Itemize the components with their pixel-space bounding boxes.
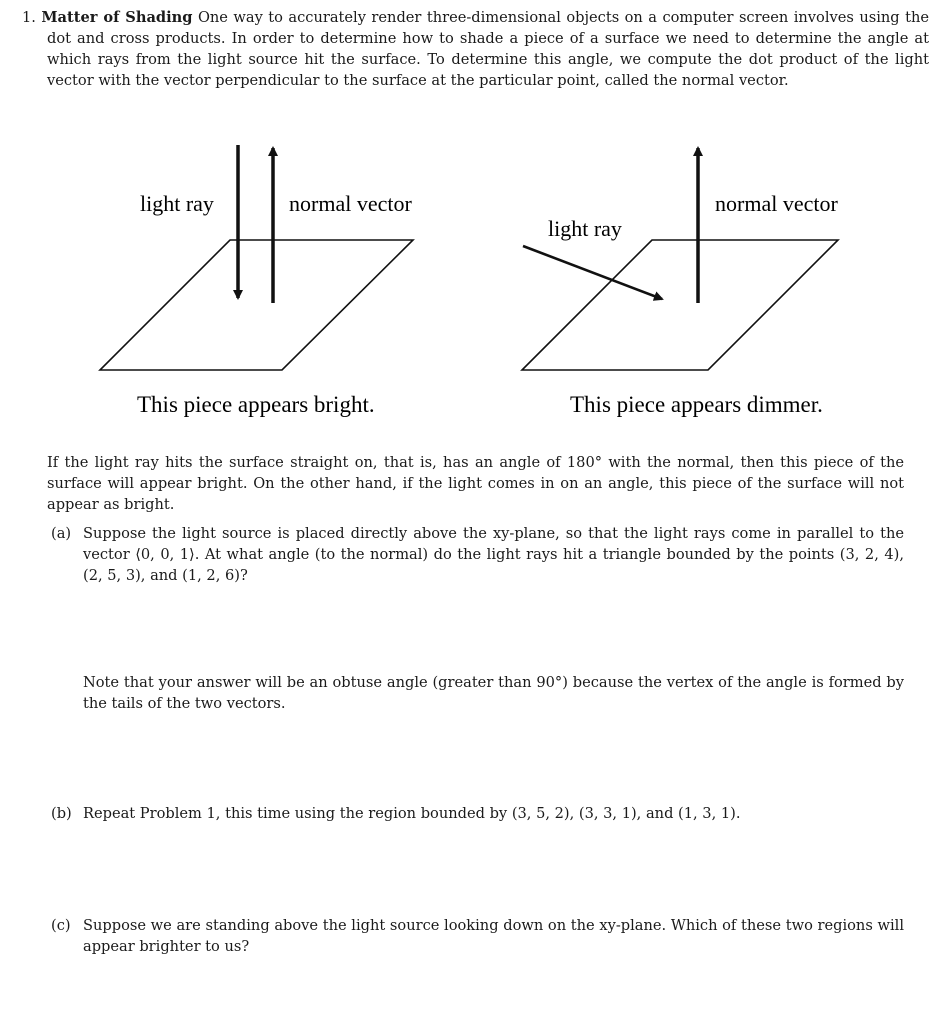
left-light-ray-label: light ray bbox=[140, 191, 214, 216]
problem-title: Matter of Shading bbox=[41, 9, 193, 26]
part-a-text: Suppose the light source is placed directly above the xy-plane, so that the light rays come in parallel to the vector ⟨0, 0, 1⟩. At what angle (to the normal) do the light rays hit a triangle bounded by the points (3, 2, 4), (2, 5, 3), and (1, 2, 6)? bbox=[83, 525, 904, 584]
problem-intro-text: One way to accurately render three-dimensional objects on a computer screen involves using the dot and cross products. In order to determine how to shade a piece of a surface we need to determine the angle at which rays from the light source hit the surface. To determine this angle, we compute the dot product of the light vector with the vector perpendicular to the surface at the particular point, called the normal vector. bbox=[47, 9, 929, 89]
part-b-text: Repeat Problem 1, this time using the region bounded by (3, 5, 2), (3, 3, 1), and (1, 3, 1). bbox=[83, 805, 741, 822]
part-c-label: (c) bbox=[51, 917, 71, 934]
left-surface bbox=[100, 240, 413, 370]
problem-number: 1. bbox=[22, 9, 36, 26]
left-diagram bbox=[100, 145, 413, 417]
part-a-label: (a) bbox=[51, 525, 72, 542]
part-b bbox=[51, 803, 904, 824]
part-a bbox=[51, 523, 904, 586]
right-normal-vector-label: normal vector bbox=[715, 191, 838, 216]
part-c-text: Suppose we are standing above the light source looking down on the xy-plane. Which of these two regions will appear brighter to us? bbox=[83, 917, 904, 955]
part-b-label: (b) bbox=[51, 805, 72, 822]
right-surface bbox=[522, 240, 838, 370]
explanation-text: If the light ray hits the surface straight on, that is, has an angle of 180° with the normal, then this piece of the surface will appear bright. On the other hand, if the light comes in on an angle, this piece of the surface will not appear as bright. bbox=[47, 454, 904, 513]
right-light-ray-arrow bbox=[523, 246, 662, 299]
right-caption: This piece appears dimmer. bbox=[570, 392, 823, 417]
right-light-ray-label: light ray bbox=[548, 216, 622, 241]
shading-figure bbox=[0, 0, 929, 440]
note-text: Note that your answer will be an obtuse angle (greater than 90°) because the vertex of the angle is formed by the tails of the two vectors. bbox=[83, 674, 904, 712]
left-caption: This piece appears bright. bbox=[137, 392, 375, 417]
left-normal-vector-label: normal vector bbox=[289, 191, 412, 216]
right-diagram bbox=[522, 148, 838, 417]
part-c bbox=[51, 915, 904, 957]
